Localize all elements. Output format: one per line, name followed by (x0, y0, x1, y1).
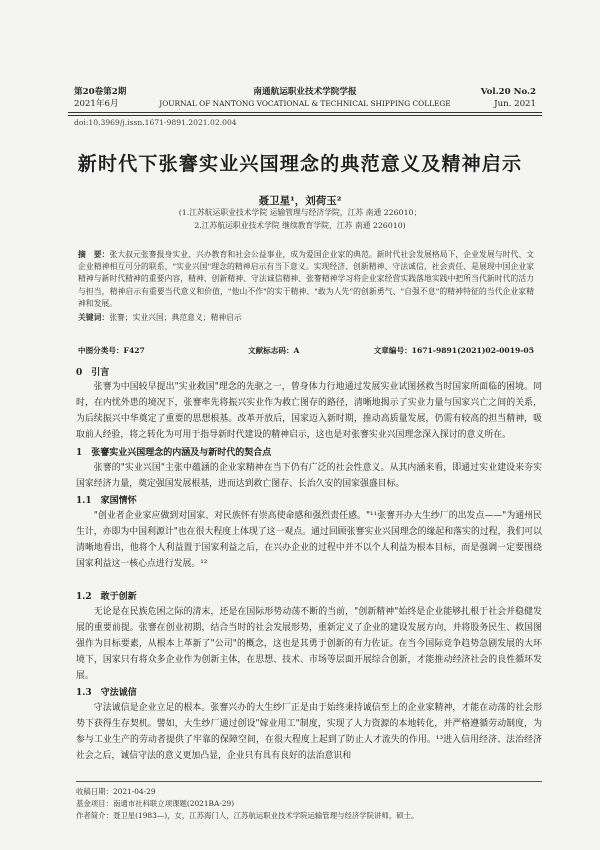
section-heading-1: 1 张謇实业兴国理念的内涵及与新时代的契合点 (76, 448, 272, 458)
section-heading-1-3: 1.3 守法诚信 (76, 688, 137, 698)
footnote-block (76, 781, 542, 821)
document-code: 文献标志码：A (248, 346, 300, 355)
paragraph-1-1: "创业者企业家应做到对国家、对民族怀有崇高使命感和强烈责任感。"¹¹张謇开办大生纱厂的出发点——"为通州民生计，亦即为中国利源计"也在很大程度上体现了这一观点。通过回顾张謇实业兴国理念的缘起和落实的过程，我们可以清晰地看出，他将个人利益置于国家利益之后，在兴办企业的过程中并不以个人利益为根本目标，而是强调一定要围绕国家利益这一核心点进行发展。¹² (76, 511, 542, 569)
abstract-label: 摘 要： (78, 250, 110, 259)
article-number: 文章编号：1671-9891(2021)02-0019-05 (373, 346, 534, 355)
journal-name-en: JOURNAL OF NANTONG VOCATIONAL & TECHNICAL SHIPPING COLLEGE (159, 99, 451, 108)
abstract-block (78, 249, 534, 324)
running-header (74, 86, 536, 112)
section-heading-1-1: 1.1 家国情怀 (76, 496, 137, 506)
header-rule-top (68, 112, 542, 113)
paragraph-1-3: 守法诚信是企业立足的根本。张謇兴办的大生纱厂正是由于始终秉持诚信至上的企业家精神，才能在动荡的社会形势下获得生存契机。譬如，大生纱厂通过创设"嫁业用工"制度，实现了人力资源的本地转化，并严格遵循劳动制度，为参与工业生产的劳动者提供了牢靠的保障空间，在很大程度上起到了防止人才流失的作用。¹³进入信用经济、法治经济社会之后，诚信守法的意义更加凸显，企业只有具有良好的法治意识和 (76, 703, 542, 761)
author-bio: 作者简介：聂卫星(1983—)，女，江苏海门人，江苏航运职业技术学院运输管理与经济学院讲师，硕士。 (76, 810, 419, 820)
section-heading-intro: 0 引言 (76, 368, 110, 378)
fund-info: 基金项目：南通市社科联立项课题(2021BA-29) (76, 798, 235, 808)
doi: doi:10.3969/j.issn.1671-9891.2021.02.004 (74, 118, 237, 127)
authors: 聂卫星¹，刘荷玉² (258, 195, 342, 207)
paragraph-intro: 张謇为中国较早提出"实业救国"理念的先驱之一，曾身体力行地通过发展实业试图拯救当时国家所面临的困境。同时，在内忧外患的境况下，张謇率先将振兴实业作为救亡图存的路径，清晰地揭示了实业力量与国家兴亡之间的关系，为后续振兴中华奠定了重要的思想根基。改革开放后，国家迈入新时期，推动高质量发展，仍需有较高的担当精神，吸取前人经验，将之转化为可用于指导新时代建设的精神启示，这也是对张謇实业兴国理念深入探讨的意义所在。 (76, 382, 542, 440)
abstract (78, 249, 534, 310)
keywords (78, 312, 534, 324)
volume-issue: 第20卷第2期 (74, 87, 127, 97)
affiliation-1: (1.江苏航运职业技术学院 运输管理与经济学院，江苏 南通 226010； (178, 208, 422, 217)
received-date: 收稿日期：2021-04-29 (76, 787, 156, 796)
paragraph-1-2: 无论是在民族危困之际的清末，还是在国际形势动荡不断的当前，"创新精神"始终是企业能够扎根于社会并稳健发展的重要前提。张謇在创业初期，结合当时的社会发展形势，重新定义了企业的建设发展方向，并将股务民生、救国图强作为目标要素，从根本上革新了"公司"的概念，这也是其勇于创新的有力佐证。在当今国际竞争趋势急剧发展的大环境下，国家只有将众多企业作为创新主体，在思想、技术、市场等层面开展综合创新，才能推动经济社会的良性循环发展。 (76, 607, 542, 681)
issue-date-en: Jun. 2021 (494, 99, 536, 109)
affiliation-2: 2.江苏航运职业技术学院 继续教育学院，江苏 南通 226010) (194, 221, 406, 230)
header-rule-bottom (68, 115, 542, 116)
journal-name-cn: 南通航运职业技术学院学报 (253, 87, 357, 97)
keywords-label: 关键词： (78, 313, 110, 323)
keywords-text: 张謇；实业兴国；典范意义；精神启示 (109, 313, 242, 323)
classification-line (78, 345, 534, 357)
abstract-text: 张大叔元张謇报身实业、兴办教育和社会公益事业，成为爱国企业家的典范。新时代社会发展格局下，企业发展与时代、文企业精神相互可分的联系，"实业兴国"理念的精神启示有当下意义。实现经济、创新精神、守法诚信、社会责任、是展现中国企业家精神与新时代精神的重要内容，精神、创新精神、守法诚信精神、张謇精神学习将企业家经营实践落地实践中把所当代新时代的活力与担当，精神启示有重要当代意义和价值，"他山不作"的实干精神、"敢为人先"的创新勇气、"自强不息"的精神特征的当代企业家精神和发展。 (78, 250, 534, 308)
header-center (74, 86, 536, 110)
article-title: 新时代下张謇实业兴国理念的典范意义及精神启示 (77, 153, 523, 175)
issue-date: 2021年6月 (74, 99, 119, 109)
section-heading-1-2: 1.2 敢于创新 (76, 592, 137, 602)
header-right (481, 86, 536, 110)
volume-issue-en: Vol.20 No.2 (480, 87, 536, 97)
clc-number: 中图分类号：F427 (78, 346, 145, 355)
paragraph-1: 张謇的"实业兴国"主张中蕴涵的企业家精神在当下仍有广泛的社会性意义。从其内涵来看，即通过实业建设来夯实国家经济力量，奠定强国发展根基，进而达到救亡图存、长治久安的国家强盛目标。 (76, 463, 542, 489)
